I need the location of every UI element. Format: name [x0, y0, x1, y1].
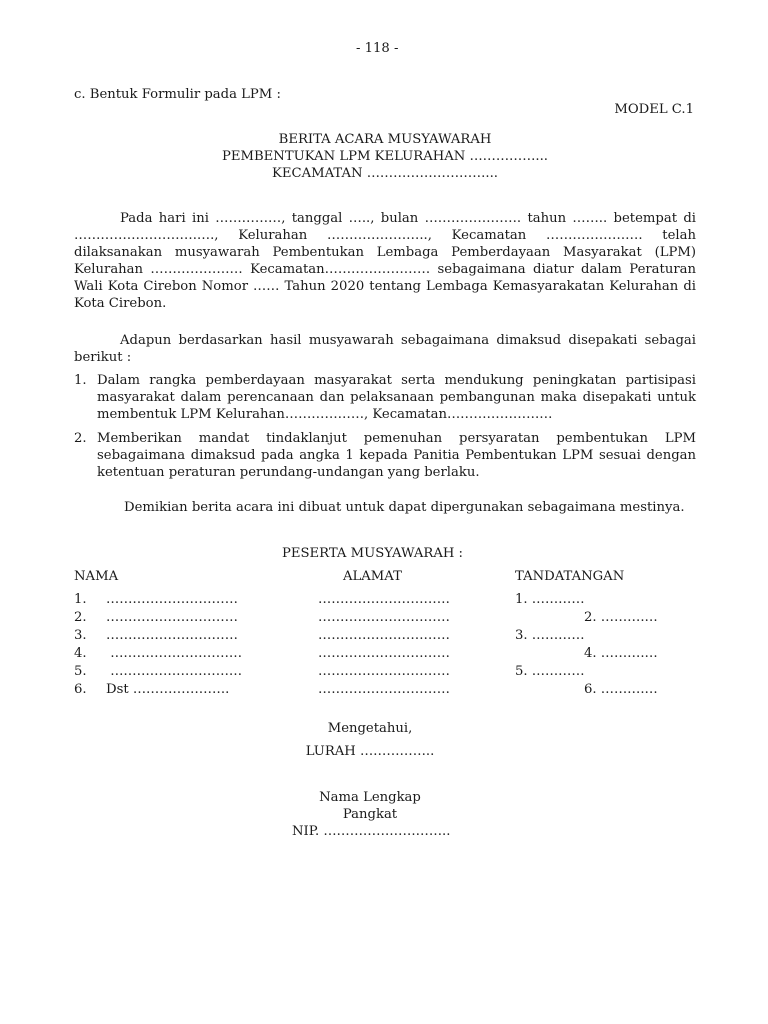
table-row [0, 681, 768, 698]
table-row [0, 609, 768, 626]
page-number: - 118 - [356, 41, 399, 56]
row-number: 4. [74, 646, 87, 661]
table-row [0, 645, 768, 662]
model-label: MODEL C.1 [614, 102, 694, 117]
nip-label: NIP. ……………………….. [292, 824, 451, 839]
agreement-paragraph: Adapun berdasarkan hasil musyawarah sebagaimana dimaksud disepakati sebagai berikut : [74, 333, 696, 365]
row-name: ………………………… [106, 628, 238, 643]
agreement-list [74, 372, 696, 481]
list-item [74, 372, 696, 423]
acknowledged-label: Mengetahui, [327, 721, 413, 736]
row-name: Dst …………………. [106, 682, 230, 697]
row-name: ………………………… [106, 610, 238, 625]
list-item [74, 430, 696, 481]
row-number: 3. [74, 628, 87, 643]
full-name-label: Nama Lengkap [319, 790, 421, 805]
table-row [0, 627, 768, 644]
row-name: ………………………… [106, 592, 238, 607]
row-address: ………………………… [318, 592, 450, 607]
row-number: 1. [74, 592, 87, 607]
row-address: ………………………… [318, 610, 450, 625]
row-number: 6. [74, 682, 87, 697]
list-item-number: 2. [74, 431, 87, 446]
title-line-3: KECAMATAN ………………………... [272, 166, 498, 181]
row-signature: 6. ……….… [584, 682, 658, 697]
table-row [0, 591, 768, 608]
lurah-position: LURAH …………….. [305, 744, 435, 759]
title-line-1: BERITA ACARA MUSYAWARAH [278, 132, 492, 147]
row-name: ………………………… [106, 646, 243, 661]
row-signature: 4. ……….… [584, 646, 658, 661]
column-header-address: ALAMAT [343, 569, 402, 584]
row-address: ………………………… [318, 628, 450, 643]
closing-paragraph: Demikian berita acara ini dibuat untuk dapat dipergunakan sebagaimana mestinya. [124, 500, 685, 515]
table-row [0, 663, 768, 680]
row-signature: 5. ………… [515, 664, 585, 679]
signature-block [270, 720, 470, 840]
row-signature: 1. ………… [515, 592, 585, 607]
row-name: ………………………… [106, 664, 243, 679]
row-number: 2. [74, 610, 87, 625]
row-signature: 3. ………… [515, 628, 585, 643]
row-number: 5. [74, 664, 87, 679]
document-title [74, 131, 696, 182]
row-address: ………………………… [318, 682, 450, 697]
rank-label: Pangkat [342, 807, 398, 822]
row-address: ………………………… [318, 646, 450, 661]
participants-heading: PESERTA MUSYAWARAH : [282, 546, 463, 561]
title-line-2: PEMBENTUKAN LPM KELURAHAN ……………... [221, 149, 549, 164]
opening-paragraph: Pada hari ini ……………, tanggal ….., bulan …………………. tahun …….. betempat di ……………………….…., Kelurahan ………………….., Kecamatan …………………. telah dilaksanakan musyawarah Pembentukan Lembaga Pemberdayaan Masyarakat (LPM) Kelurahan ………………… Kecamatan…………………… sebagaimana diatur dalam Peraturan Wali Kota Cirebon Nomor …… Tahun 2020 tentang Lembaga Kemasyarakatan Kelurahan di Kota Cirebon. [74, 211, 696, 311]
row-address: ………………………… [318, 664, 450, 679]
section-label: c. Bentuk Formulir pada LPM : [74, 87, 281, 102]
list-item-number: 1. [74, 373, 87, 388]
row-signature: 2. ……….… [584, 610, 658, 625]
list-item-text: Memberikan mandat tindaklanjut pemenuhan persyaratan pembentukan LPM sebagaimana dimaksud pada angka 1 kepada Panitia Pembentukan LPM sesuai dengan ketentuan peraturan perundang-undangan yang berlaku. [97, 431, 696, 480]
column-header-name: NAMA [74, 569, 119, 584]
list-item-text: Dalam rangka pemberdayaan masyarakat serta mendukung peningkatan partisipasi masyarakat dalam perencanaan dan pelaksanaan pembangunan maka disepakati untuk membentuk LPM Kelurahan………………, Kecamatan…………………… [97, 373, 696, 422]
column-header-signature: TANDATANGAN [515, 569, 625, 584]
